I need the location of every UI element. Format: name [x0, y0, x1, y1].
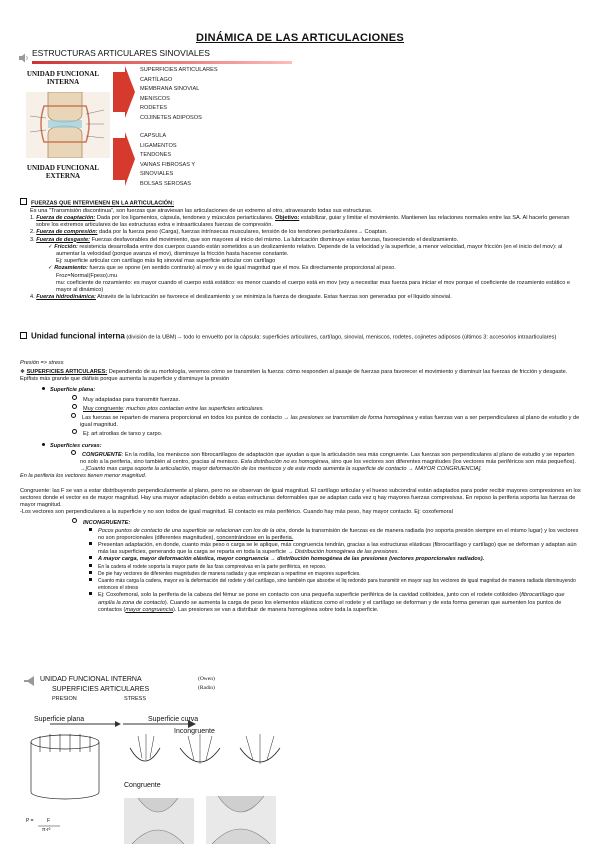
bd-plana: Superficie plana: [34, 716, 85, 723]
joint-illustration: [26, 92, 110, 158]
bd-owen: (Owen): [198, 676, 215, 682]
bd-formula-num: F: [47, 818, 51, 824]
bd-stress: STRESS: [124, 696, 147, 702]
externa-list: [140, 132, 280, 190]
superficies-section: ❖ SUPERFICIES ARTICULARES: Dependiendo de su morfología, veremos cómo se transmiten la fuerza: cómo responden al pasaje de fuerzas para favorecer el movimiento y disminuir las fuerzas de fricción y desgaste. Epífisis más grande que diáfisis porque aumenta la superficie y disminuye la presión Superficie plana: Muy adaptadas para transmitir fuerzas. Muy congruente: muchos ptos contactan entre las superficies articulares. Las fuerzas se reparten de manera proporcional en todos los puntos de contacto → las presiones se transmiten de forma homogénea y estas fuerzas van a ser perpendiculares al plano de estudio y de igual magnitud. Ej: art atrodias de tarso y carpo. Superficies curvas: CONGRUENTE: En la rodilla, los meniscos son fibrocartílagos de adaptación que ayudan a que la articulación sea más congruente. Las fuerzas son perpendiculares al plano de estudio y se reparten no solo a la periferia, sino también al centro, gracias al menisco. Esta distribución no es homogénea, sino que los vectores son diferentes magnitudes (los vectores más periféricos son más pequeños). →[Cuanto mas carga soporte la articulación, mayor deformación de los meniscos y de este modo aumenta la superficie de contacto → MAYOR CONGRUENCIA]. En la periferia los vectores tienen menor magnitud. Congruente: las F se van a estar distribuyendo perpendicularmente al plano, pero no se observan de igual magnitud. El cartílago articular y el hueso subcondral están adaptados para poder recibir mayores compresiones en los sectores donde el vector es de mayor magnitud. Hay una mayor adaptación debido a estas estructuras deformables que se adaptan cada vez q hay mayores fuerzas compresivas. En reposo la periferia soporta las fuerzas de mayor magnitud. -Los vectores son perpendiculares a la superficie y no son todos de igual magnitud. El contacto es más periférico. Cuando hay más peso, hay mayor contacto. Ej: coxofemoral INCONGRUENTE: Pocos puntos de contacto de una superficie se relacionan con los de la otra, donde la transmisión de fuerzas es de manera radiada (no soporta presión siempre en el mismo lugar) y los vectores no son proporcionales (diferentes magnitudes), concentrándose en la periferia. Presentan adaptación, en donde, cuanto más peso o carga se le aplique, más congruencia tendrán, gracias a las estructuras elásticas (fibrocartílago y cartílago) que se deforman y adaptan aún más las superficies, generando que la carga se reparta en toda la superficie → Distribución homogénea de las presiones. A mayor carga, mayor deformación elástica, mayor congruencia → distribución homogénea de las presiones (vectores proporcionales radiados). En la cadera el rodete soporta la mayor parte de las fzas compresivas en la parte periférica, en reposo. De pie hay vectores de diferentes magnitudes de manera radiada y que empiezan a repartirse en mayores superficies. Cuanto más carga la cadera, mayor es la deformación del rodete y del cartílago, sino también que absorbe el liq redondo para transmitir en mayor sup los vectores de igual magnitud de manera radiada disminuyendo entonces el stress Ej: Coxofemoral, solo la periferia de la cabeza del fémur se pone en contacto con una pequeña superficie periférica de la cavidad cotiloidea, junto con el rodete cotiloideo (fibrocartílago que amplía la zona de contacto). Cuando se aumenta la carga de peso los elementos elásticos como el rodete y el cartílago se deforman y de esta forma generan que aumenten los puntos de contactos (mayor congruencia). Las presiones se van a distribuir de manera homogénea sobre toda la superficie.: [20, 369, 581, 613]
fuerza-item-1: 1. Fuerza de coaptación: Dada por los ligamentos, cápsula, tendones y músculos periarticulares. Objetivo: estabilizar, guiar y limitar el movimiento. Mantienen las relaciones normales entre las SA. Al hacerlo generan sobre los extremos articulares de las estructuras extra e intraarticulares fuerzas de compresión.: [30, 214, 570, 229]
bd-presion: PRESION: [52, 696, 77, 702]
fuerza-item-2: 2. Fuerza de compresión: dada por la fuerza peso (Carga), fuerzas intrínsecas musculares, tensión de los tendones periarticulares→ Coaptan.: [30, 229, 388, 236]
fuerzas-section: [20, 198, 580, 301]
interna-item: CARTÍLAGO: [140, 76, 173, 83]
fuerza-item-4: 4. Fuerza hidrodinámica: Através de la lubricación se favorece el deslizamiento y se minimiza la fuerza de desgaste. Estas fuerzas son generadas por el líquido sinovial.: [30, 294, 452, 301]
speaker-icon: [18, 50, 30, 60]
checkbox-icon: [20, 332, 27, 339]
surfaces-diagram: [20, 676, 310, 844]
friccion-ej: Ej: superficie articular con cartílago más liq sinovial mas superficie articular con cartílago: [56, 258, 276, 265]
externa-item: SINOVIALES: [140, 171, 174, 178]
unidad-section: [20, 332, 580, 342]
interna-item: COJINETES ADIPOSOS: [140, 114, 202, 121]
checkbox-icon: [20, 198, 27, 205]
fuerza-item-3: 3. Fuerza de desgaste: Fuerzas desfavorables del movimiento, que son mayores al inicio del mismo. La lubricación disminuye estas fuerzas, favoreciendo el deslizamiento.: [30, 236, 459, 243]
label-interna: UNIDAD FUNCIONAL INTERNA: [26, 70, 100, 86]
superficies-heading: SUPERFICIES ARTICULARES:: [26, 369, 108, 375]
interna-item: RODETES: [140, 105, 168, 112]
interna-item: MEMBRANA SINOVIAL: [140, 86, 200, 93]
banner-title: ESTRUCTURAS ARTICULARES SINOVIALES: [32, 48, 210, 58]
externa-item: CAPSULA: [140, 133, 167, 139]
bd-header2: SUPERFICIES ARTICULARES: [52, 686, 150, 693]
red-arrow-interna: [113, 66, 135, 118]
bd-congruente: Congruente: [124, 782, 161, 789]
bd-formula-den: π·r²: [42, 827, 51, 833]
page-title: DINÁMICA DE LAS ARTICULACIONES: [195, 32, 404, 44]
interna-item: MENISCOS: [140, 95, 170, 102]
externa-item: TENDONES: [140, 152, 172, 159]
bd-curva: Superficie curva: [148, 716, 199, 723]
unidad-heading: Unidad funcional interna: [31, 331, 125, 341]
banner: [32, 48, 292, 64]
red-arrow-externa: [113, 132, 135, 186]
periferia-note: En la periferia los vectores tienen menor magnitud.: [20, 473, 147, 480]
roz-formula: Froz=Normal(Fpeso).mu: [56, 272, 118, 279]
rozamiento-item: ✓ Rozamiento: fuerza que se opone (en sentido contrario) al mov y es de igual magnitud que el mov. Es directamente proporcional al peso.: [48, 265, 396, 272]
bd-formula-p: P =: [26, 818, 34, 824]
roz-mu: mu: coeficiente de rozamiento: es mayor cuando el cuerpo está estático: es menor cuando el cuerpo está en mov (voy a necesitar mas fuerza para iniciar el mov porque el coeficiente de rozamiento estático e mayor al dinámico): [56, 279, 570, 293]
fuerzas-intro: Es una "Transmisión discontinua", son fuerzas que atraviesan las articulaciones de un extremo al otro, atravesando todas sus estructuras.: [30, 207, 373, 214]
label-externa: UNIDAD FUNCIONAL EXTERNA: [26, 164, 100, 180]
externa-item: LIGAMENTOS: [140, 142, 177, 149]
bd-radin: (Radin): [198, 685, 215, 691]
bd-header1: UNIDAD FUNCIONAL INTERNA: [40, 676, 142, 683]
bd-incongruente: Incongruente: [174, 728, 215, 735]
interna-list: [140, 66, 280, 124]
unidad-text: (división de la UBM)→ todo lo envuelto por la cápsula: superficies articulares, cartílago, sinovial, meniscos, rodetes, cojinetes adiposos (últimos 3: accesorios intraarticulares): [124, 334, 557, 341]
friccion-item: ✓ Fricción: resistencia desarrollada entre dos cuerpos cuando están sometidos a un deslizamiento relativo. Depende de la velocidad y la superficie, a menor velocidad, mayor fricción (en el inicio del mov): al aumentar la velocidad (porque avanza el mov), disminuye la fricción hasta hacerse constante.: [48, 243, 563, 257]
vectores-paragraph: -Los vectores son perpendiculares a la superficie y no son todos de igual magnitud. El contacto es más periférico. Cuando hay más peso, hay mayor contacto. Ej: coxofemoral: [20, 509, 453, 516]
presion-stress: Presión => stress: [20, 360, 64, 366]
externa-item: VAINAS FIBROSAS Y: [140, 161, 196, 168]
fuerzas-heading: FUERZAS QUE INTERVIENEN EN LA ARTICULACIÓN:: [31, 200, 175, 207]
externa-item: BOLSAS SEROSAS: [140, 180, 191, 187]
congruente-paragraph: Congruente: las F se van a estar distribuyendo perpendicularmente al plano, pero no se observan de igual magnitud. El cartílago articular y el hueso subcondral están adaptados para poder recibir mayores compresiones en los sectores donde el vector es de mayor magnitud. Hay una mayor adaptación debido a estas estructuras deformables que se adaptan cada vez q hay mayores fuerzas compresivas. En reposo la periferia soporta las fuerzas de mayor magnitud.: [20, 487, 581, 509]
interna-item: SUPERFICIES ARTICULARES: [140, 67, 218, 73]
